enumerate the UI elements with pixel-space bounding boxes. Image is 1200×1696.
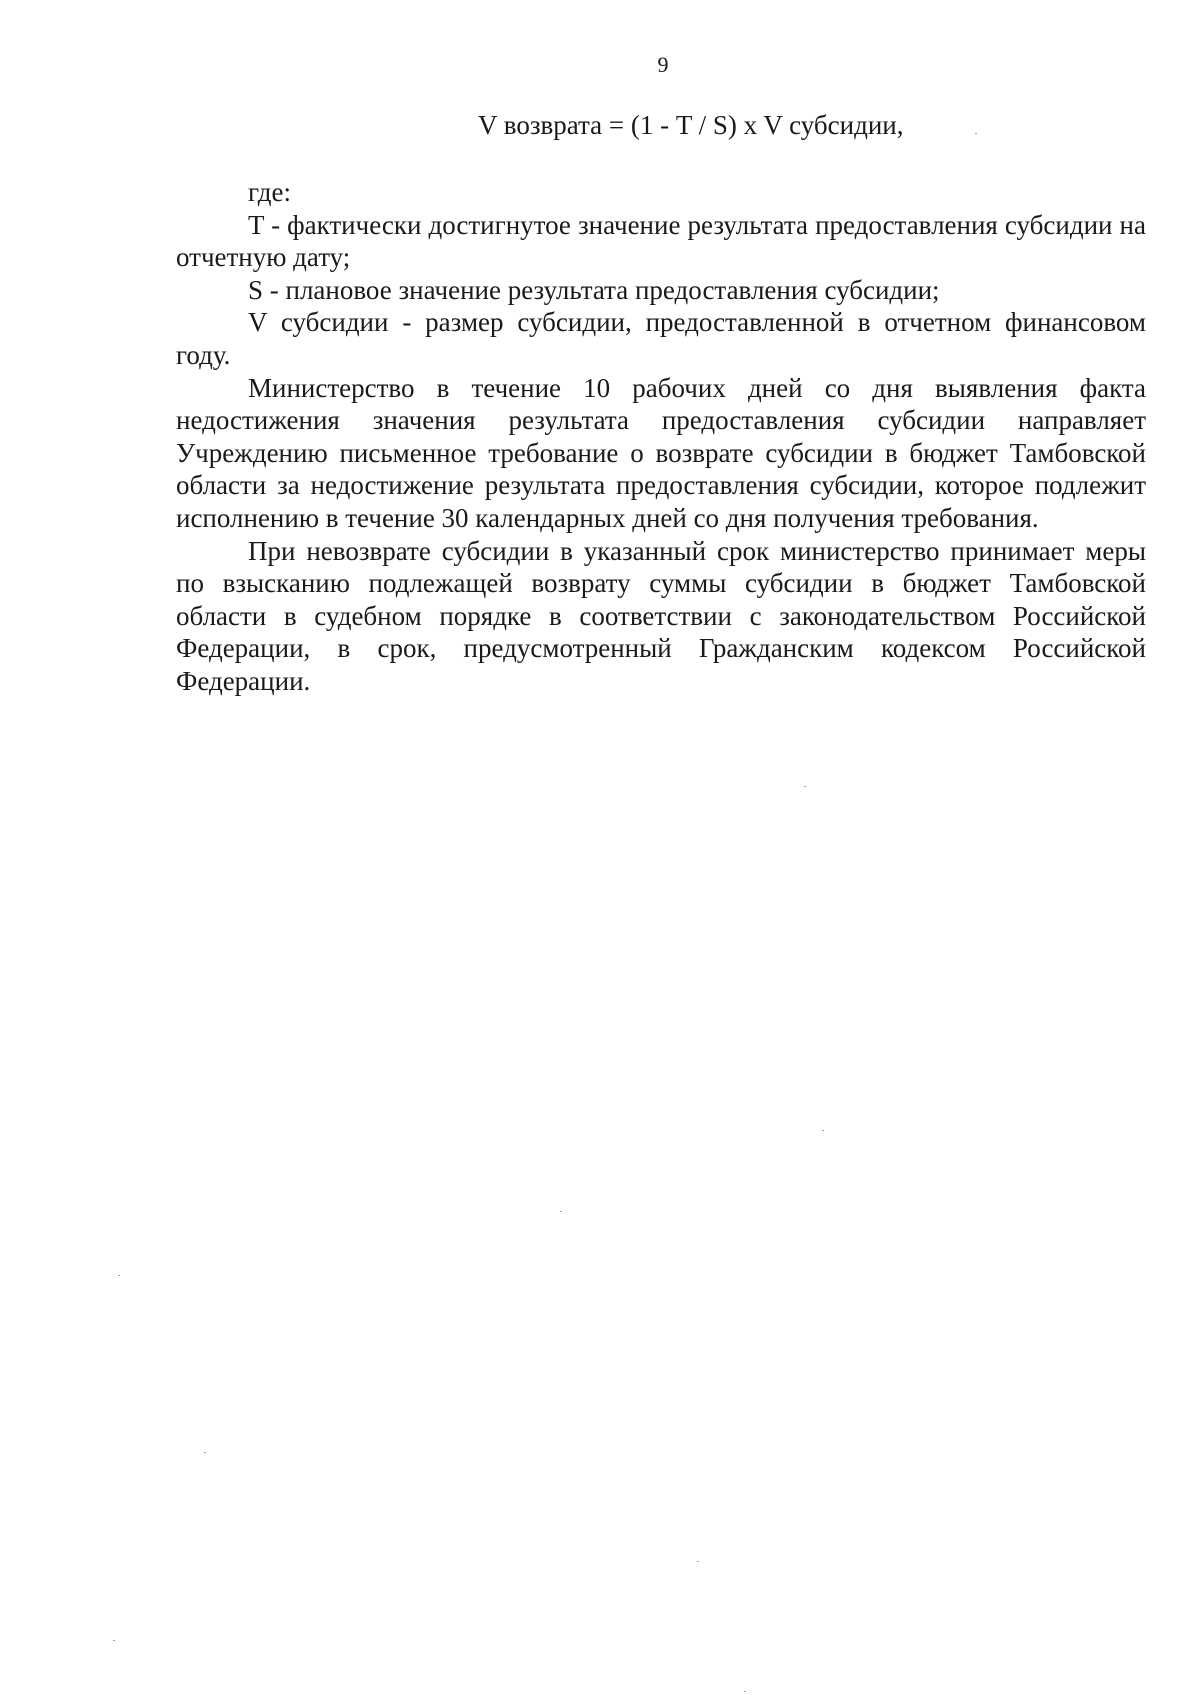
definition-s: S - плановое значение результата предоставления субсидии; (248, 274, 940, 305)
scan-speck (118, 1275, 120, 1276)
refund-formula: V возврата = (1 - T / S) x V субсидии, (478, 110, 904, 140)
scan-speck (744, 1691, 746, 1692)
page-number-text: 9 (657, 52, 669, 77)
definition-t: T - фактически достигнутое значение результата предоставления субсидии на отчетную дату; (176, 209, 1146, 273)
scan-speck (975, 133, 977, 134)
page-number (0, 52, 1200, 78)
paragraph-demand: Министерство в течение 10 рабочих дней со дня выявления факта недостижения значения результата предоставления субсидии направляет Учреждению письменное требование о возврате субсидии в бюджет Тамбовской области за недостижение результата предоставления субсидии, которое подлежит исполнению в течение 30 календарных дней со дня получения требования. (176, 372, 1146, 533)
definition-v: V субсидии - размер субсидии, предоставленной в отчетном финансовом году. (176, 307, 1146, 370)
document-body (176, 176, 1146, 698)
scan-speck (204, 1452, 206, 1453)
where-label: где: (248, 177, 291, 207)
scan-speck (697, 1561, 699, 1562)
paragraph-recovery: При невозврате субсидии в указанный срок министерство принимает меры по взысканию подлежащей возврату суммы субсидии в бюджет Тамбовской области в судебном порядке в соответствии с законодательством Российской Федерации, в срок, предусмотренный Гражданским кодексом Российской Федерации. (176, 535, 1146, 696)
scan-speck (113, 1640, 115, 1641)
scan-speck (804, 786, 806, 787)
scan-speck (560, 1211, 562, 1212)
scan-speck (822, 1130, 824, 1131)
